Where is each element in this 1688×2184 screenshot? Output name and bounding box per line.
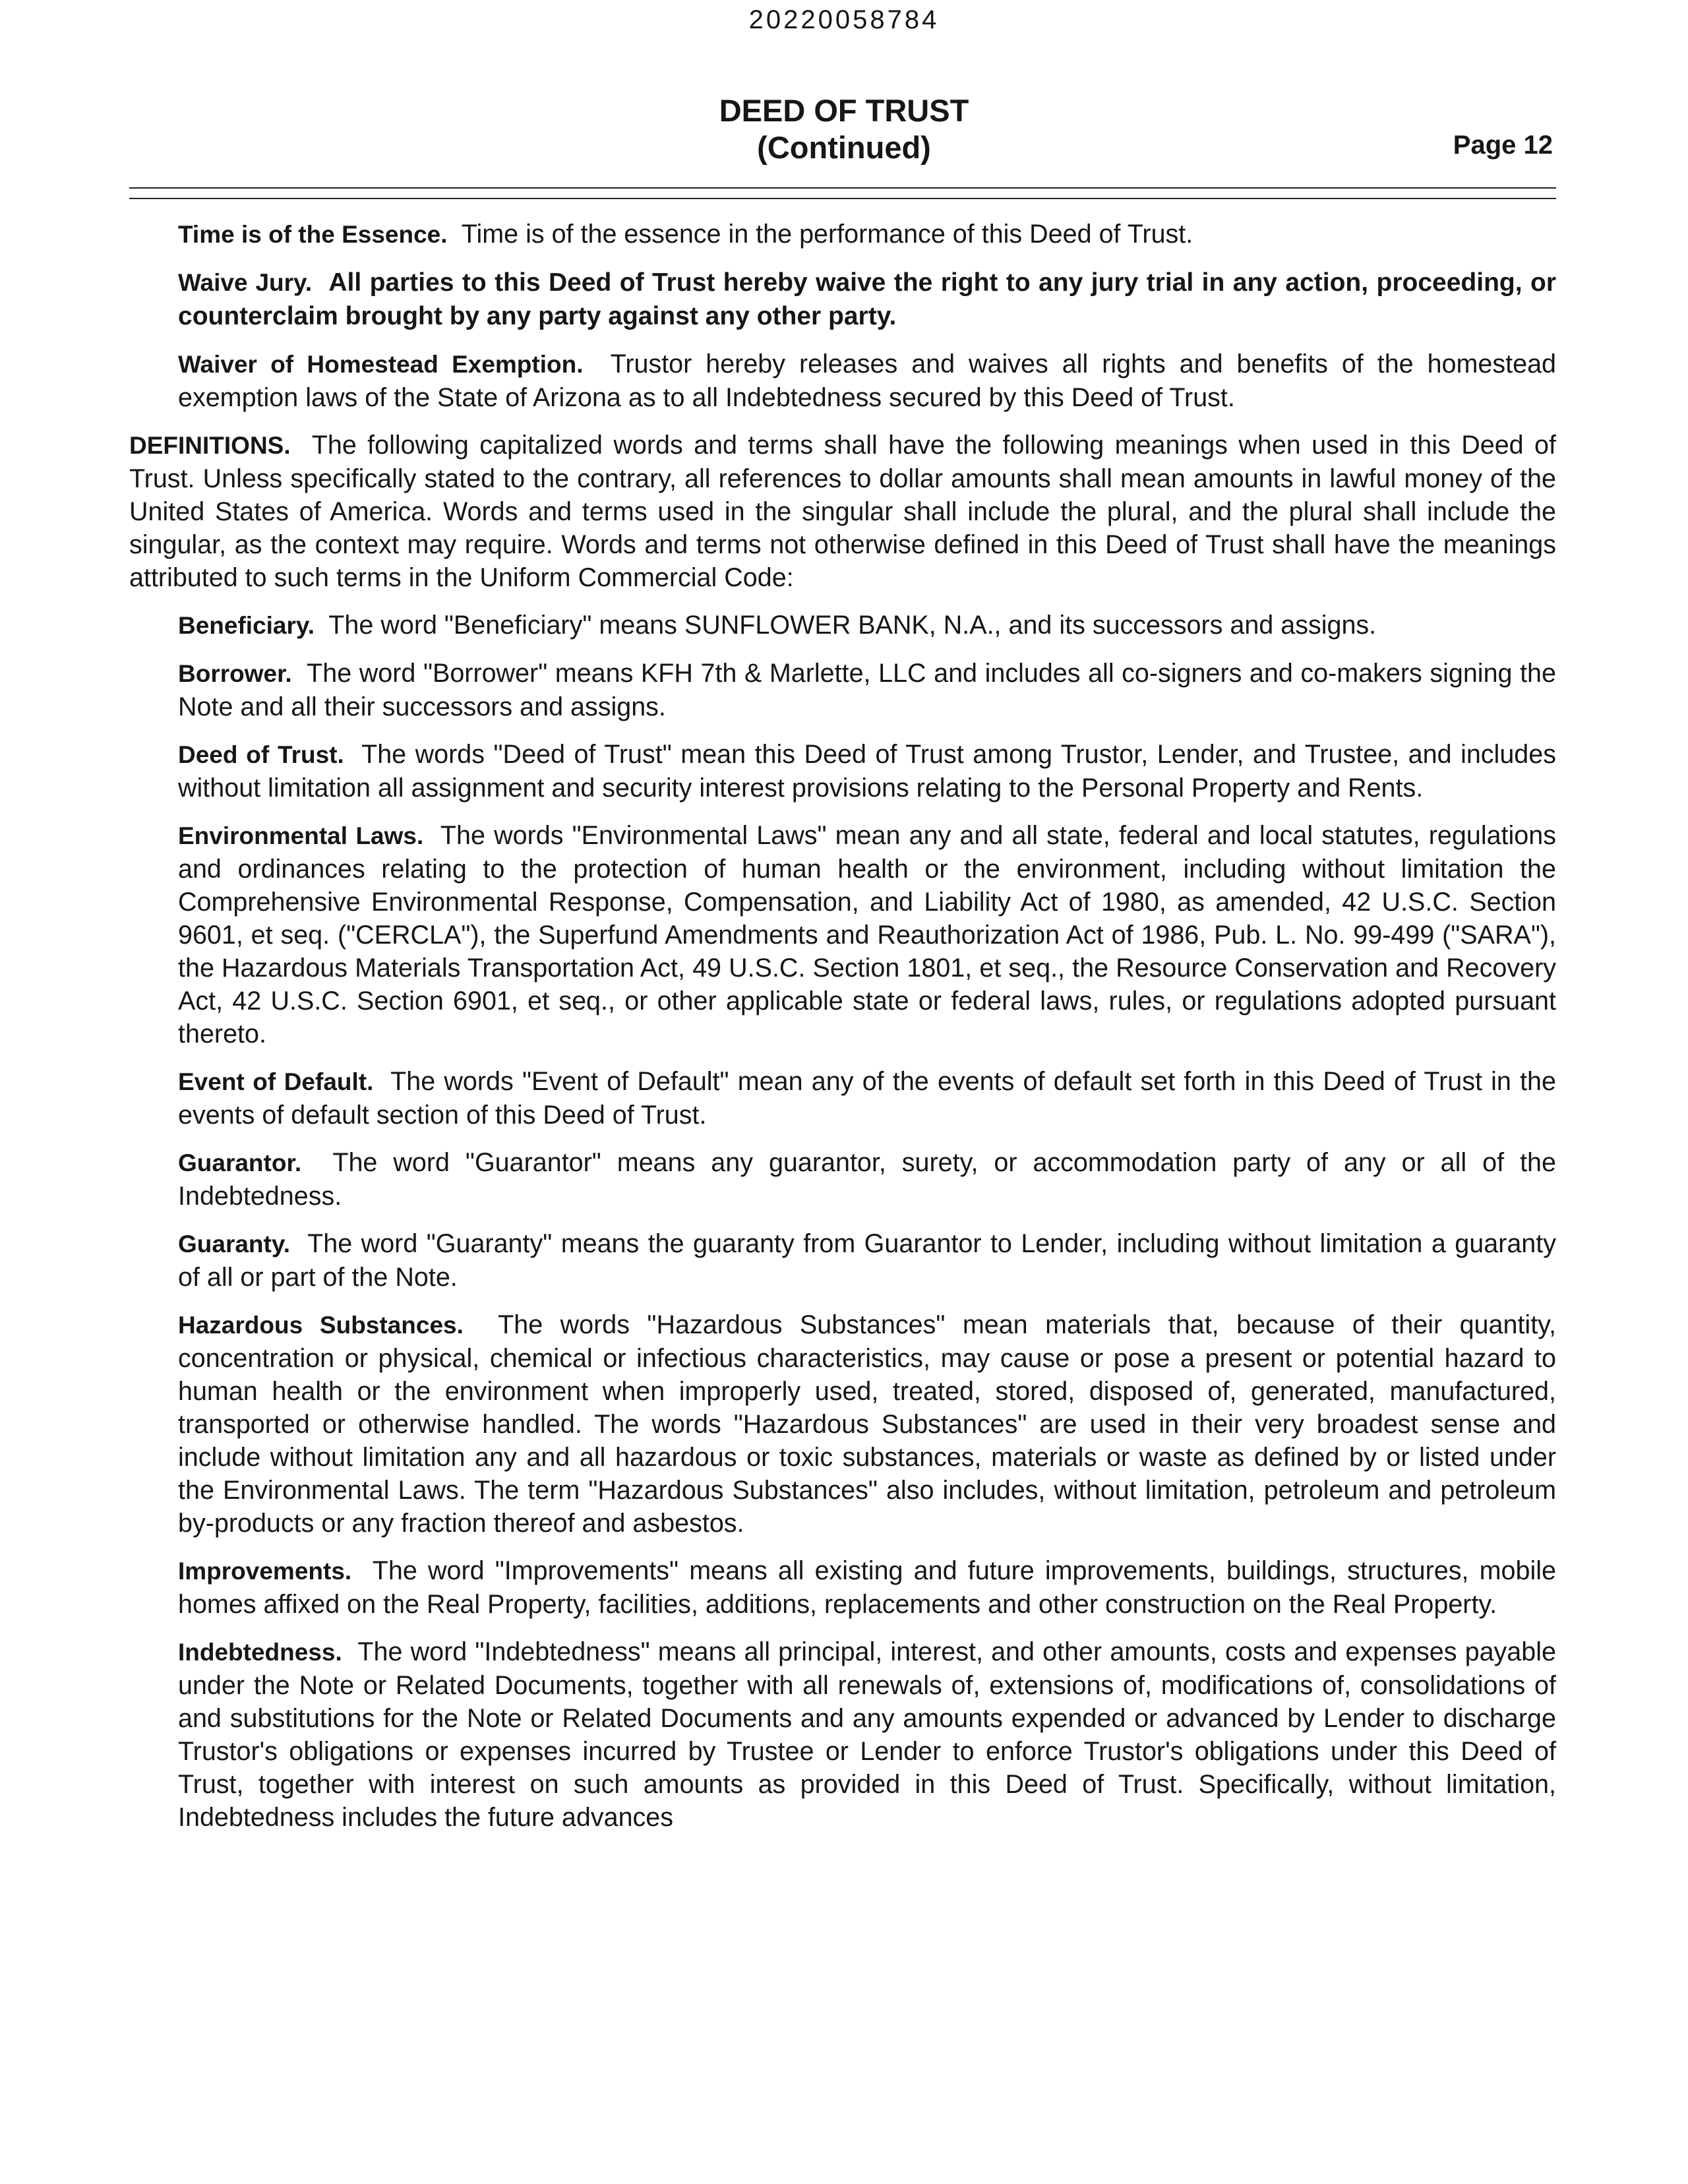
definition-deed-of-trust <box>178 738 1556 804</box>
term-heading: Indebtedness. <box>178 1639 342 1666</box>
paragraph-text: The word "Guaranty" means the guaranty from Guarantor to Lender, including without limitation a guaranty of all or part of the Note. <box>178 1229 1556 1292</box>
term-heading: DEFINITIONS. <box>129 432 291 459</box>
definition-hazardous-substances <box>178 1308 1556 1540</box>
term-heading: Beneficiary. <box>178 612 315 639</box>
term-heading: Deed of Trust. <box>178 741 344 768</box>
document-body <box>129 218 1556 1848</box>
term-heading: Time is of the Essence. <box>178 221 448 248</box>
paragraph-text: The following capitalized words and terms shall have the following meanings when used in this Deed of Trust. Unless specifically stated to the contrary, all references to dollar amounts shall mean amounts in lawful money of the United States of America. Words and terms used in the singular shall include the plural, and the plural shall include the singular, as the context may require. Words and terms not otherwise defined in this Deed of Trust shall have the meanings attributed to such terms in the Uniform Commercial Code: <box>129 431 1556 592</box>
definition-guarantor <box>178 1146 1556 1213</box>
header-divider-top <box>129 187 1556 189</box>
term-heading: Hazardous Substances. <box>178 1312 464 1339</box>
paragraph-text: The word "Beneficiary" means SUNFLOWER BANK, N.A., and its successors and assigns. <box>328 611 1377 640</box>
page-number: Page 12 <box>1453 131 1553 160</box>
term-heading: Event of Default. <box>178 1068 374 1095</box>
definition-improvements <box>178 1554 1556 1621</box>
paragraph-text: The words "Environmental Laws" mean any and all state, federal and local statutes, regulations and ordinances relating to the protection of human health or the environment, including without limitation the Comprehensive Environmental Response, Compensation, and Liability Act of 1980, as amended, 42 U.S.C. Section 9601, et seq. ("CERCLA"), the Superfund Amendments and Reauthorization Act of 1986, Pub. L. No. 99-499 ("SARA"), the Hazardous Materials Transportation Act, 49 U.S.C. Section 1801, et seq., the Resource Conservation and Recovery Act, 42 U.S.C. Section 6901, et seq., or other applicable state or federal laws, rules, or regulations adopted pursuant thereto. <box>178 821 1556 1048</box>
term-heading: Improvements. <box>178 1558 352 1585</box>
document-title <box>0 92 1688 166</box>
paragraph-text: The word "Guarantor" means any guarantor, surety, or accommodation party of any or all of the Indebtedness. <box>178 1148 1556 1211</box>
definition-guaranty <box>178 1227 1556 1294</box>
paragraph-definitions <box>129 429 1556 594</box>
paragraph-text: All parties to this Deed of Trust hereby waive the right to any jury trial in any action, proceeding, or counterclaim brought by any party against any other party. <box>178 268 1557 330</box>
definition-indebtedness <box>178 1635 1556 1834</box>
term-heading: Waiver of Homestead Exemption. <box>178 351 584 378</box>
term-heading: Guarantor. <box>178 1149 302 1176</box>
term-heading: Guaranty. <box>178 1230 290 1258</box>
title-line-1: DEED OF TRUST <box>719 93 969 128</box>
paragraph-text: The words "Hazardous Substances" mean materials that, because of their quantity, concentration or physical, chemical or infectious characteristics, may cause or pose a present or potential hazard to human health or the environment when improperly used, treated, stored, disposed of, generated, manufactured, transported or otherwise handled. The words "Hazardous Substances" are used in their very broadest sense and include without limitation any and all hazardous or toxic substances, materials or waste as defined by or listed under the Environmental Laws. The term "Hazardous Substances" also includes, without limitation, petroleum and petroleum by-products or any fraction thereof and asbestos. <box>178 1310 1556 1538</box>
recording-number: 20220058784 <box>748 5 940 34</box>
paragraph-homestead-waiver <box>178 348 1556 414</box>
paragraph-text: The word "Borrower" means KFH 7th & Marlette, LLC and includes all co-signers and co-makers signing the Note and all their successors and assigns. <box>178 659 1556 721</box>
paragraph-waive-jury <box>178 266 1556 333</box>
paragraph-text: The words "Event of Default" mean any of the events of default set forth in this Deed of Trust in the events of default section of this Deed of Trust. <box>178 1067 1556 1130</box>
paragraph-text: Trustor hereby releases and waives all rights and benefits of the homestead exemption laws of the State of Arizona as to all Indebtedness secured by this Deed of Trust. <box>178 349 1557 412</box>
term-heading: Borrower. <box>178 660 292 687</box>
paragraph-text: Time is of the essence in the performance of this Deed of Trust. <box>461 220 1193 249</box>
term-heading: Waive Jury. <box>178 269 313 296</box>
term-heading: Environmental Laws. <box>178 822 424 849</box>
paragraph-time-of-essence <box>178 218 1556 251</box>
paragraph-text: The words "Deed of Trust" mean this Deed of Trust among Trustor, Lender, and Trustee, and includes without limitation all assignment and security interest provisions relating to the Personal Property and Rents. <box>178 740 1556 803</box>
title-line-2: (Continued) <box>757 130 931 165</box>
paragraph-text: The word "Improvements" means all existing and future improvements, buildings, structures, mobile homes affixed on the Real Property, facilities, additions, replacements and other construction on the Real Property. <box>178 1556 1556 1619</box>
definition-borrower <box>178 657 1556 723</box>
paragraph-text: The word "Indebtedness" means all principal, interest, and other amounts, costs and expenses payable under the Note or Related Documents, together with all renewals of, extensions of, modifications of, consolidations of and substitutions for the Note or Related Documents and any amounts expended or advanced by Lender to discharge Trustor's obligations or expenses incurred by Trustee or Lender to enforce Trustor's obligations under this Deed of Trust, together with interest on such amounts as provided in this Deed of Trust. Specifically, without limitation, Indebtedness includes the future advances <box>178 1637 1556 1832</box>
definition-beneficiary <box>178 609 1556 642</box>
header-divider-bottom <box>129 198 1556 199</box>
definition-environmental-laws <box>178 819 1556 1050</box>
definition-event-of-default <box>178 1065 1556 1132</box>
